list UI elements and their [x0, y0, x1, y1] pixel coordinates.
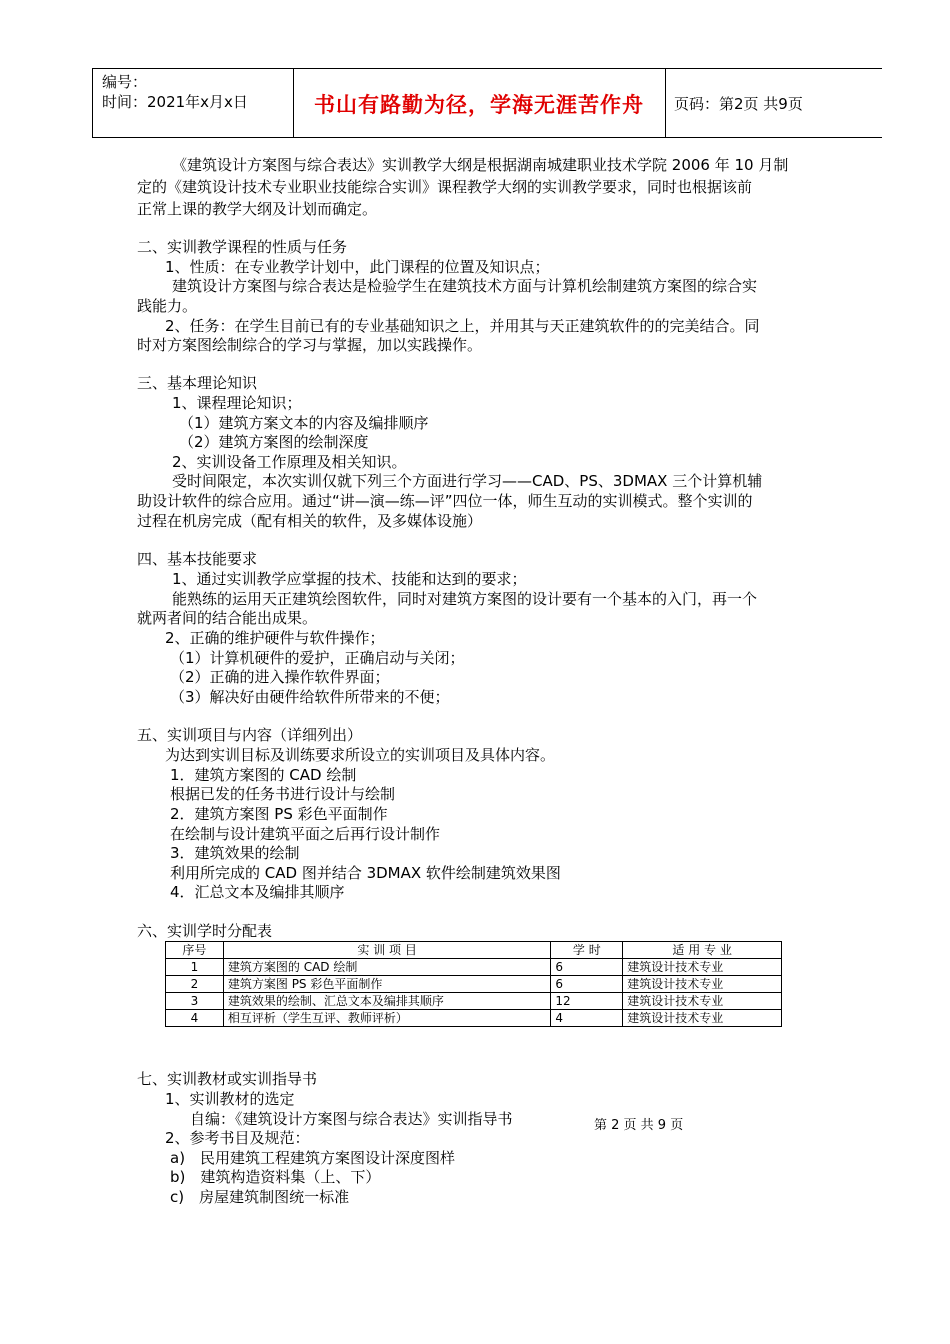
table-cell: 12: [551, 993, 623, 1010]
paragraph-line: 能熟练的运用天正建筑绘图软件，同时对建筑方案图的设计要有一个基本的入门，再一个: [172, 590, 758, 608]
table-cell: 建筑方案图的 CAD 绘制: [223, 959, 551, 976]
paragraph-line: （1）计算机硬件的爱护，正确启动与关闭；: [170, 649, 465, 667]
paragraph-line: 1、通过实训教学应掌握的技术、技能和达到的要求；: [172, 570, 527, 588]
paragraph-line: 为达到实训目标及训练要求所设立的实训项目及具体内容。: [165, 746, 556, 764]
table-cell: 建筑设计技术专业: [623, 976, 782, 993]
table-cell: 建筑方案图 PS 彩色平面制作: [223, 976, 551, 993]
paragraph-line: 时对方案图绘制综合的学习与掌握，加以实践操作。: [137, 336, 483, 354]
paragraph-line: 就两者间的结合能出成果。: [137, 609, 318, 627]
paragraph-line: （2）建筑方案图的绘制深度: [179, 433, 369, 451]
table-cell: 4: [166, 1010, 224, 1027]
reference-item: b) 建筑构造资料集（上、下）: [170, 1168, 381, 1186]
table-cell: 相互评析（学生互评、教师评析）: [223, 1010, 551, 1027]
project-description: 利用所完成的 CAD 图并结合 3DMAX 软件绘制建筑效果图: [170, 864, 561, 882]
paragraph-line: （1）建筑方案文本的内容及编排顺序: [179, 414, 429, 432]
column-header: 序号: [166, 942, 224, 959]
paragraph-line: 受时间限定，本次实训仅就下列三个方面进行学习——CAD、PS、3DMAX 三个计算机辅: [172, 472, 763, 490]
column-header: 适 用 专 业: [623, 942, 782, 959]
table-cell: 2: [166, 976, 224, 993]
table-cell: 3: [166, 993, 224, 1010]
section-title: 七、实训教材或实训指导书: [137, 1070, 318, 1088]
project-description: 在绘制与设计建筑平面之后再行设计制作: [170, 825, 441, 843]
paragraph-line: 1、实训教材的选定: [165, 1090, 295, 1108]
intro-line: 定的《建筑设计技术专业职业技能综合实训》课程教学大纲的实训教学要求，同时也根据该前: [137, 178, 753, 196]
column-header: 实 训 项 目: [223, 942, 551, 959]
table-cell: 6: [551, 959, 623, 976]
paragraph-line: 自编：《建筑设计方案图与综合表达》实训指导书: [190, 1110, 513, 1128]
table-row: [166, 959, 782, 976]
time-label: 时间：2021年x月x日: [102, 93, 248, 111]
reference-item: a) 民用建筑工程建筑方案图设计深度图样: [170, 1149, 456, 1167]
table-cell: 建筑设计技术专业: [623, 959, 782, 976]
table-cell: 建筑设计技术专业: [623, 993, 782, 1010]
section-title: 三、基本理论知识: [137, 374, 258, 392]
section-title: 六、实训学时分配表: [137, 922, 273, 940]
motto: 书山有路勤为径，学海无涯苦作舟: [314, 93, 644, 117]
page-label: 页码：第2页 共9页: [674, 95, 803, 113]
paragraph-line: 2、正确的维护硬件与软件操作；: [165, 629, 385, 647]
header-motto-cell: [293, 69, 666, 137]
paragraph-line: 践能力。: [137, 297, 198, 315]
hours-table: [165, 941, 782, 1027]
number-label: 编号：: [102, 73, 148, 91]
section-title: 五、实训项目与内容（详细列出）: [137, 726, 363, 744]
table-row: [166, 976, 782, 993]
paragraph-line: 2、参考书目及规范：: [165, 1129, 310, 1147]
header-page-cell: [666, 69, 882, 137]
paragraph-line: （3）解决好由硬件给软件所带来的不便；: [170, 688, 450, 706]
section-title: 四、基本技能要求: [137, 550, 258, 568]
paragraph-line: 1、性质：在专业教学计划中，此门课程的位置及知识点；: [165, 258, 550, 276]
table-header-row: [166, 942, 782, 959]
paragraph-line: 1、课程理论知识；: [172, 394, 302, 412]
paragraph-line: 2、实训设备工作原理及相关知识。: [172, 453, 407, 471]
table-row: [166, 993, 782, 1010]
paragraph-line: 过程在机房完成（配有相关的软件，及多媒体设施）: [137, 512, 483, 530]
section-title: 二、实训教学课程的性质与任务: [137, 238, 348, 256]
project-item: 4．汇总文本及编排其顺序: [170, 883, 345, 901]
page-footer: 第 2 页 共 9 页: [594, 1118, 684, 1133]
column-header: 学 时: [551, 942, 623, 959]
paragraph-line: 建筑设计方案图与综合表达是检验学生在建筑技术方面与计算机绘制建筑方案图的综合实: [172, 277, 758, 295]
intro-line: 《建筑设计方案图与综合表达》实训教学大纲是根据湖南城建职业技术学院 2006 年 10 月制: [172, 156, 789, 174]
reference-item: c) 房屋建筑制图统一标准: [170, 1188, 350, 1206]
table-cell: 1: [166, 959, 224, 976]
paragraph-line: 助设计软件的综合应用。通过“讲—演—练—评”四位一体，师生互动的实训模式。整个实训的: [137, 492, 753, 510]
project-description: 根据已发的任务书进行设计与绘制: [170, 785, 396, 803]
table-cell: 建筑设计技术专业: [623, 1010, 782, 1027]
paragraph-line: 2、任务：在学生目前已有的专业基础知识之上，并用其与天正建筑软件的的完美结合。同: [165, 317, 760, 335]
page-header: [92, 68, 882, 138]
project-item: 2．建筑方案图 PS 彩色平面制作: [170, 805, 388, 823]
project-item: 3．建筑效果的绘制: [170, 844, 300, 862]
paragraph-line: （2）正确的进入操作软件界面；: [170, 668, 390, 686]
intro-line: 正常上课的教学大纲及计划而确定。: [137, 200, 378, 218]
table-row: [166, 1010, 782, 1027]
table-cell: 6: [551, 976, 623, 993]
table-cell: 4: [551, 1010, 623, 1027]
project-item: 1．建筑方案图的 CAD 绘制: [170, 766, 357, 784]
table-cell: 建筑效果的绘制、汇总文本及编排其顺序: [223, 993, 551, 1010]
header-info-cell: [92, 69, 294, 137]
